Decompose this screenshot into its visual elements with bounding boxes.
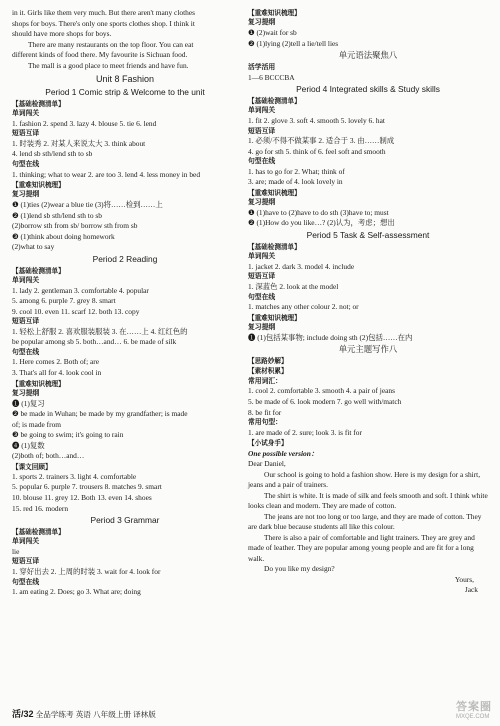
- answer-line: 8. be fit for: [248, 407, 282, 417]
- answer-line: One possible version：: [248, 448, 319, 458]
- subsection-heading: 复习提纲: [248, 199, 276, 207]
- subsection-heading: 常用句型：: [248, 419, 282, 427]
- writing-body: [248, 357, 488, 469]
- essay-paragraph: There is also a pair of comfortable and light trainers. They are grey and made of leather. They are popular among young people and are fit for a long walk.: [248, 532, 475, 563]
- subsection-heading: 短语互译: [248, 273, 276, 281]
- answer-line: lie: [12, 546, 20, 556]
- period-4-title: Period 4 Integrated skills & Study skills: [296, 84, 440, 95]
- section-heading: 【素材积累】: [248, 368, 288, 376]
- answer-line: 1. 穿好出去 2. 上周的时装 3. wait for 4. look for: [12, 567, 161, 577]
- subsection-heading: 常用词汇：: [248, 377, 282, 385]
- answer-line: 1—6 BCCCBA: [248, 72, 295, 82]
- answer-line: 1. 轻松上舒服 2. 喜欢服装服装 3. 在……上 4. 红红色的: [12, 326, 188, 336]
- subsection-heading: 句型在线: [248, 158, 276, 166]
- grammar-body: [248, 63, 488, 83]
- period-2-title: Period 2 Reading: [92, 253, 158, 264]
- answer-line: (2)what to say: [12, 242, 55, 252]
- answer-line: 1. Here comes 2. Both of; are: [12, 357, 100, 367]
- answer-line: 10. blouse 11. grey 12. Both 13. even 14. shoes: [12, 493, 152, 502]
- section-heading: 【重难知识梳理】: [248, 314, 301, 322]
- answer-line: 5. among 6. purple 7. grey 8. smart: [12, 296, 116, 306]
- answer-line: 1. has to go for 2. What; think of: [248, 166, 345, 176]
- section-heading: 【重难知识梳理】: [248, 189, 301, 197]
- answer-line: 1. are made of 2. sure; look 3. is fit for: [248, 427, 362, 437]
- intro-line: should have more shops for boys.: [12, 29, 112, 39]
- answer-line: ❷ be made in Wuhan; be made by my grandfather; is made: [12, 409, 188, 419]
- subsection-heading: 单词闯关: [248, 107, 276, 115]
- section-heading: 【重难知识梳理】: [12, 380, 65, 388]
- essay-paragraph: Our school is going to hold a fashion show. Here is my design for a shirt, jeans and a pair of trainers.: [248, 469, 481, 490]
- unit-title: Unit 8 Fashion: [95, 74, 155, 85]
- period-3-title: Period 3 Grammar: [90, 515, 160, 526]
- section-heading: 【小试身手】: [248, 440, 288, 448]
- essay-paragraph: The jeans are not too long or too large, and they are made of cotton. They are dark blue because students all like this colour.: [248, 511, 482, 532]
- section-heading: 【思路妙解】: [248, 358, 288, 366]
- answer-line: 1. jacket 2. dark 3. model 4. include: [248, 261, 355, 271]
- section-heading: 【基础检测清单】: [248, 243, 301, 251]
- essay-closing: Yours,: [454, 574, 474, 584]
- right-column: [248, 8, 488, 596]
- grammar-focus-title: 单元语法聚焦八: [338, 50, 398, 61]
- subsection-heading: 复习提纲: [12, 191, 40, 199]
- page-footer: [12, 707, 156, 720]
- answer-line: 1. 深蓝色 2. look at the model: [248, 282, 339, 291]
- book-title: 全品学练考 英语 八年级上册 译林版: [35, 710, 156, 719]
- answer-line: 15. red 16. modern: [12, 503, 69, 513]
- period-4-body: [248, 97, 488, 229]
- section-heading: 【基础检测清单】: [12, 100, 65, 108]
- answer-line: ❶ (1)ties (2)wear a blue tie (3)将……检到……上: [12, 200, 163, 210]
- page-number: 活/32: [12, 709, 34, 719]
- subsection-heading: 单词闯关: [248, 253, 276, 261]
- period-1-title: Period 1 Comic strip & Welcome to the unit: [45, 86, 205, 97]
- subsection-heading: 单词闯关: [12, 276, 40, 284]
- subsection-heading: 复习提纲: [248, 324, 276, 332]
- answer-line: ❶ (1)复习: [12, 398, 45, 408]
- answer-line: ❶ (1)包括某事物; include doing sth (2)包括……在内: [248, 332, 413, 342]
- period-1-body: [12, 100, 238, 253]
- intro-line: The mall is a good place to meet friends and have fun.: [28, 60, 189, 70]
- intro-line: in it. Girls like them very much. But there aren't many clothes: [12, 8, 195, 17]
- answer-line: ❷ (1)lying (2)tell a lie/tell lies: [248, 38, 339, 48]
- answer-line: 1. am eating 2. Does; go 3. What are; doing: [12, 587, 141, 597]
- answer-line: of; is made from: [12, 419, 62, 429]
- essay-paragraph: The shirt is white. It is made of silk and feels smooth and soft. I think white looks clean and modern. They are made of cotton.: [248, 490, 488, 511]
- answer-line: ❹ (1)复数: [12, 440, 45, 450]
- answer-line: ❶ (2)wait for sb: [248, 28, 297, 37]
- subsection-heading: 句型在线: [12, 348, 40, 356]
- subsection-heading: 复习提纲: [248, 19, 276, 27]
- subsection-heading: 单词闯关: [12, 110, 40, 118]
- essay-signature: Jack: [464, 585, 478, 595]
- subsection-heading: 短语互译: [248, 127, 276, 135]
- answer-line: 1. lady 2. gentleman 3. comfortable 4. popular: [12, 285, 149, 295]
- answer-line: (2)borrow sth from sb/ borrow sth from sb: [12, 221, 138, 231]
- answer-line: 9. cool 10. even 11. scarf 12. both 13. copy: [12, 306, 140, 316]
- period-5-title: Period 5 Task & Self-assessment: [306, 229, 430, 240]
- period-3-body: [12, 528, 238, 598]
- section-heading: 【基础检测清单】: [248, 98, 301, 106]
- answer-line: 1. matches any other colour 2. not; or: [248, 302, 359, 312]
- answer-line: 1. fit 2. glove 3. soft 4. smooth 5. lovely 6. hat: [248, 116, 385, 126]
- answer-line: 1. 时装秀 2. 对某人来说太大 3. think about: [12, 138, 146, 148]
- answer-line: 1. cool 2. comfortable 3. smooth 4. a pair of jeans: [248, 386, 395, 396]
- watermark-logo: [456, 698, 492, 720]
- watermark-text: 答案圈: [456, 701, 492, 713]
- section-heading: 【课文回顾】: [12, 463, 52, 471]
- unit-writing-title: 单元主题写作八: [338, 344, 398, 355]
- answer-line: 4. lend sb sth/lend sth to sb: [12, 149, 93, 159]
- subsection-heading: 句型在线: [12, 578, 40, 586]
- subsection-heading: 句型在线: [248, 293, 276, 301]
- subsection-heading: 短语互译: [12, 130, 40, 138]
- answer-line: 1. sports 2. trainers 3. light 4. comfortable: [12, 471, 137, 481]
- answer-line: 4. go for sth 5. think of 6. feel soft and smooth: [248, 146, 386, 156]
- answer-line: 3. That's all for 4. look cool in: [12, 368, 102, 377]
- answer-line: 5. be made of 6. look modern 7. go well with/match: [248, 396, 402, 406]
- watermark-url: MXQE.COM: [456, 714, 490, 720]
- section-heading: 【基础检测清单】: [12, 528, 65, 536]
- answer-line: 3. are; made of 4. look lovely in: [248, 177, 343, 187]
- subsection-heading: 复习提纲: [12, 389, 40, 397]
- answer-line: ❷ (1)lend sb sth/lend sth to sb: [12, 210, 102, 220]
- answer-line: (2)both of; both…and…: [12, 451, 85, 461]
- intro-line: There are many restaurants on the top floor. You can eat: [28, 39, 194, 49]
- section-heading: 【重难知识梳理】: [12, 182, 65, 190]
- section-heading: 【基础检测清单】: [12, 267, 65, 275]
- answer-line: ❷ (1)How do you like…? (2)认为，考虑；想出: [248, 218, 395, 228]
- intro-line: shops for boys. There's only one sports clothes shop. I think it: [12, 18, 195, 28]
- subsection-heading: 单词闯关: [12, 538, 40, 546]
- answer-line: be popular among sb 5. both…and… 6. be made of silk: [12, 337, 177, 347]
- period-5-body: [248, 243, 488, 343]
- answer-line: 1. 必须/不得不做某事 2. 适合于 3. 由……制成: [248, 136, 395, 146]
- answer-line: Dear Daniel,: [248, 459, 286, 469]
- answer-line: 1. thinking; what to wear 2. are too 3. lend 4. less money in bed: [12, 169, 201, 179]
- answer-line: ❸ (1)think about doing homework: [12, 231, 115, 241]
- answer-line: 5. popular 6. purple 7. trousers 8. matches 9. smart: [12, 482, 162, 492]
- answer-line: 1. fashion 2. spend 3. lazy 4. blouse 5. tie 6. lend: [12, 118, 157, 128]
- left-column: [12, 8, 238, 598]
- review-body: [248, 9, 488, 49]
- answer-line: ❸ be going to swim; it's going to rain: [12, 430, 124, 440]
- subsection-heading: 短语互译: [12, 558, 40, 566]
- answer-line: ❶ (1)have to (2)have to do sth (3)have to; must: [248, 207, 389, 217]
- subsection-heading: 短语互译: [12, 318, 40, 326]
- period-2-body: [12, 267, 238, 514]
- subsection-heading: 活学活用: [248, 63, 276, 71]
- intro-line: different kinds of food there. My favourite is Sichuan food.: [12, 50, 188, 60]
- section-heading: 【重难知识梳理】: [248, 10, 301, 17]
- subsection-heading: 句型在线: [12, 160, 40, 168]
- essay-paragraph: Do you like my design?: [264, 564, 335, 574]
